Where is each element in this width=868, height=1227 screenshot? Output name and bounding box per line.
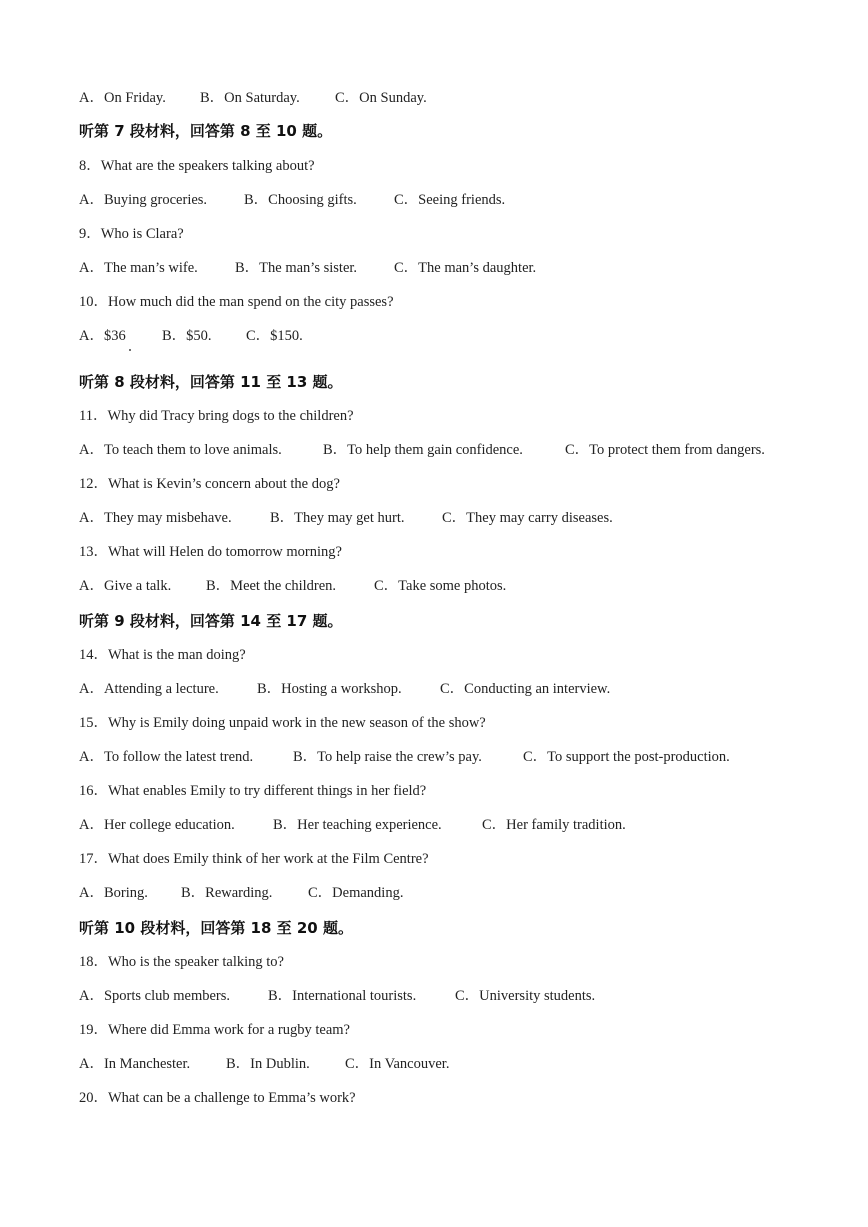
- option-c: C．Her family tradition.: [482, 817, 626, 833]
- question-19: 19．Where did Emma work for a rugby team?: [79, 1022, 350, 1038]
- option-b: B．Meet the children.: [206, 578, 337, 594]
- option-b: B．Hosting a workshop.: [257, 681, 402, 697]
- answer-options: [79, 440, 765, 460]
- option-a: A．Buying groceries.: [79, 192, 208, 208]
- question-18: 18．Who is the speaker talking to?: [79, 954, 284, 970]
- option-c: C．Conducting an interview.: [440, 681, 611, 697]
- section-heading: 听第 7 段材料，回答第 8 至 10 题。: [79, 122, 333, 140]
- option-b: B．On Saturday.: [200, 90, 300, 106]
- section-heading: 听第 8 段材料，回答第 11 至 13 题。: [79, 373, 343, 391]
- option-a: A．Her college education.: [79, 817, 235, 833]
- option-b: B．Choosing gifts.: [244, 192, 357, 208]
- option-a: A．In Manchester.: [79, 1056, 191, 1072]
- answer-options: [79, 258, 536, 278]
- answer-options: [79, 747, 730, 767]
- question-12: 12．What is Kevin’s concern about the dog?: [79, 476, 340, 492]
- option-c: C．The man’s daughter.: [394, 260, 537, 276]
- answer-options: [79, 326, 303, 346]
- question-15: 15．Why is Emily doing unpaid work in the new season of the show?: [79, 715, 486, 731]
- answer-options: [79, 88, 427, 108]
- option-c: C．Demanding.: [308, 885, 404, 901]
- option-a: A．The man’s wife.: [79, 260, 198, 276]
- question-16: 16．What enables Emily to try different things in her field?: [79, 783, 427, 799]
- option-a: A．Attending a lecture.: [79, 681, 219, 697]
- question-17: 17．What does Emily think of her work at the Film Centre?: [79, 851, 429, 867]
- question-10: 10．How much did the man spend on the city passes?: [79, 294, 394, 310]
- question-8: 8．What are the speakers talking about?: [79, 158, 315, 174]
- answer-options: [79, 508, 613, 528]
- option-b: B．$50.: [162, 328, 212, 344]
- option-a: A．$36: [79, 328, 126, 344]
- answer-options: [79, 986, 595, 1006]
- option-c: C．In Vancouver.: [345, 1056, 450, 1072]
- option-b: B．To help them gain confidence.: [323, 442, 523, 458]
- option-b: B．International tourists.: [268, 988, 417, 1004]
- question-11: 11．Why did Tracy bring dogs to the children?: [79, 408, 354, 424]
- option-a: A．Give a talk.: [79, 578, 172, 594]
- option-b: B．Rewarding.: [181, 885, 273, 901]
- question-9: 9．Who is Clara?: [79, 226, 184, 242]
- option-c: C．Seeing friends.: [394, 192, 506, 208]
- question-20: 20．What can be a challenge to Emma’s work?: [79, 1090, 356, 1106]
- option-a: A．To follow the latest trend.: [79, 749, 254, 765]
- option-b: B．In Dublin.: [226, 1056, 310, 1072]
- answer-options: [79, 576, 506, 596]
- option-a: A．Boring.: [79, 885, 148, 901]
- option-c: C．On Sunday.: [335, 90, 427, 106]
- option-c: C．To protect them from dangers.: [565, 442, 765, 458]
- question-13: 13．What will Helen do tomorrow morning?: [79, 544, 342, 560]
- option-a: A．On Friday.: [79, 90, 166, 106]
- option-b: B．Her teaching experience.: [273, 817, 442, 833]
- option-a: A．Sports club members.: [79, 988, 231, 1004]
- option-c: C．Take some photos.: [374, 578, 507, 594]
- section-heading: 听第 10 段材料，回答第 18 至 20 题。: [79, 919, 353, 937]
- answer-options: [79, 883, 403, 903]
- option-b: B．The man’s sister.: [235, 260, 358, 276]
- question-14: 14．What is the man doing?: [79, 647, 246, 663]
- option-c: C．University students.: [455, 988, 596, 1004]
- option-c: C．$150.: [246, 328, 303, 344]
- answer-options: [79, 190, 505, 210]
- section-heading: 听第 9 段材料，回答第 14 至 17 题。: [79, 612, 343, 630]
- option-c: C．To support the post-production.: [523, 749, 730, 765]
- option-b: B．They may get hurt.: [270, 510, 405, 526]
- answer-options: [79, 815, 626, 835]
- stray-mark: [129, 349, 131, 351]
- option-b: B．To help raise the crew’s pay.: [293, 749, 482, 765]
- answer-options: [79, 679, 610, 699]
- answer-options: [79, 1054, 449, 1074]
- option-a: A．They may misbehave.: [79, 510, 232, 526]
- option-c: C．They may carry diseases.: [442, 510, 613, 526]
- option-a: A．To teach them to love animals.: [79, 442, 282, 458]
